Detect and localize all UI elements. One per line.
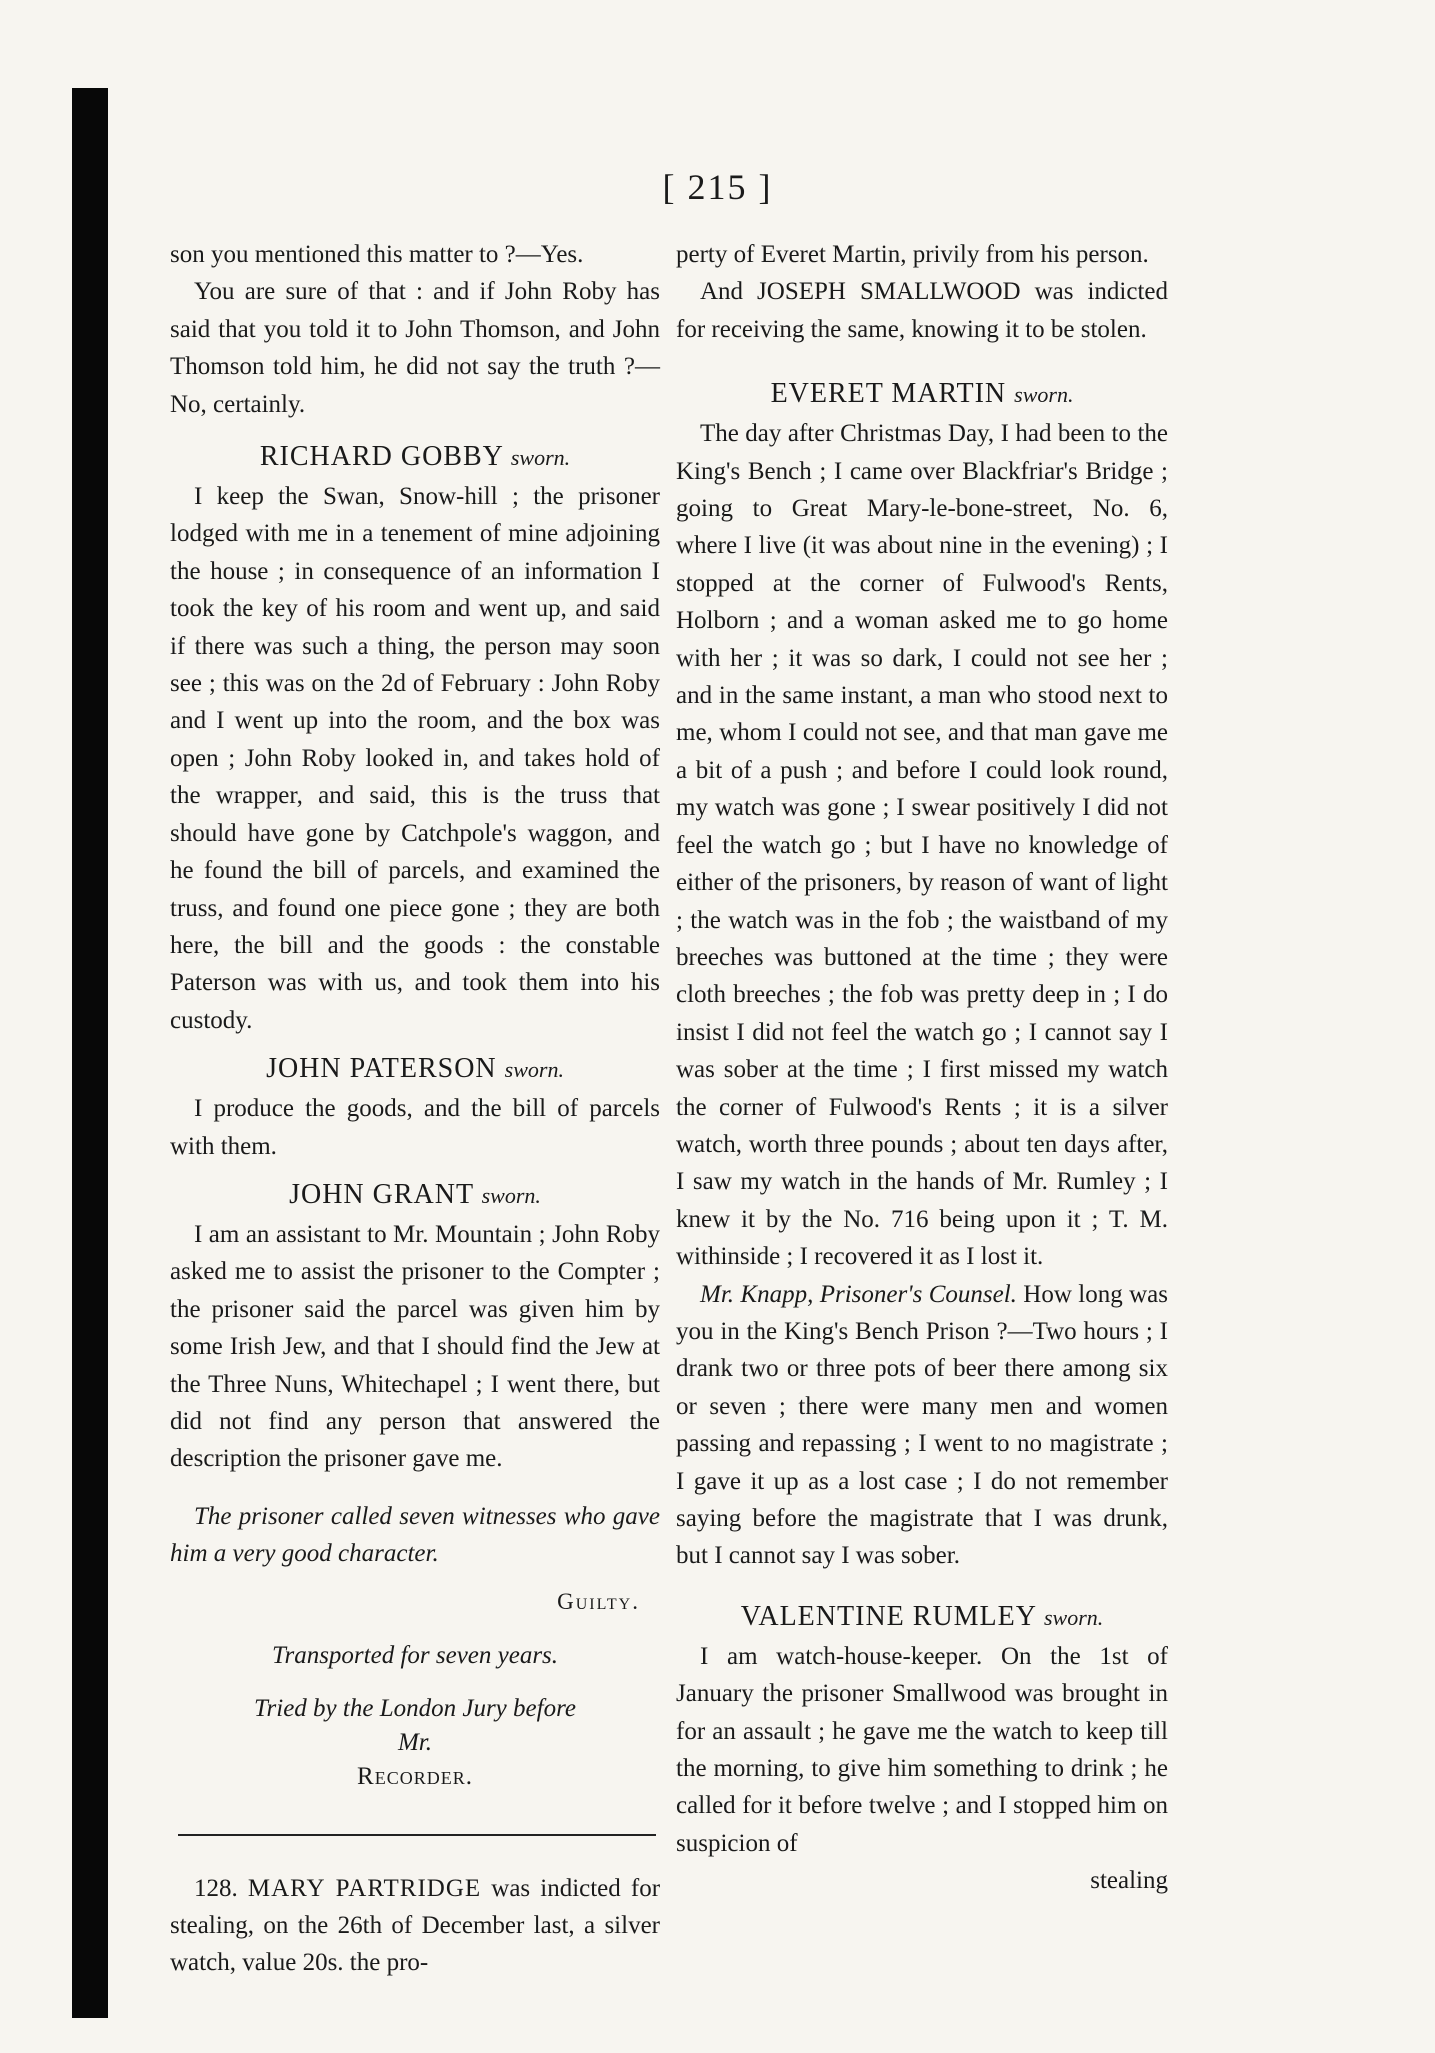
witness-heading [170, 437, 660, 478]
binding-shadow [72, 88, 108, 2018]
testimony: I am an assistant to Mr. Mountain ; John Roby asked me to assist the prisoner to the Compter ; the prisoner said the parcel was given him by some Irish Jew, and that I should find the Jew at the Three Nuns, Whitechapel ; I went there, but did not find any person that answered the description the prisoner gave me. [170, 1220, 660, 1473]
witness-heading [170, 1175, 660, 1216]
tried-by-line: Tried by the London Jury before [254, 1694, 576, 1722]
sworn-label: sworn. [510, 445, 571, 471]
indictment-text: was indicted for stealing, on the 26th of December last, a silver watch, value 20s. the pro- [170, 1874, 661, 1977]
tried-by-recorder: Recorder. [357, 1762, 473, 1790]
witness-name: RICHARD GOBBY [259, 441, 503, 473]
testimony: The day after Christmas Day, I had been to the King's Bench ; I came over Blackfriar's Bridge ; going to Great Mary-le-bone-street, No. 6, where I live (it was about nine in the evening) ; I stopped at the corner of Fulwood's Rents, Holborn ; and a woman asked me to go home with her ; it was so dark, I could not see her ; and in the same instant, a man who stood next to me, whom I could not see, and that man gave me a bit of a push ; and before I could look round, my watch was gone ; I swear positively I did not feel the watch go ; but I have no knowledge of either of the prisoners, by reason of want of light ; the watch was in the fob ; the waistband of my breeches was buttoned at the time ; they were cloth breeches ; the fob was pretty deep in ; I do insist I did not feel the watch go ; I cannot say I was sober at the time ; I first missed my watch the corner of Fulwood's Rents ; it is a silver watch, worth three pounds ; about ten days after, I saw my watch in the hands of Mr. Rumley ; I knew it by the No. 716 being upon it ; T. M. withinside ; I recovered it as I lost it. [676, 420, 1168, 1271]
left-column [170, 236, 660, 1982]
testimony: I keep the Swan, Snow-hill ; the prisoner lodged with me in a tenement of mine adjoining the house ; in consequence of an information I took the key of his room and went up, and said if there was such a thing, the person may soon see ; this was on the 2d of February : John Roby and I went up into the room, and the box was open ; John Roby looked in, and takes hold of the wrapper, and said, this is the truss that should have gone by Catchpole's waggon, and he found the bill of parcels, and examined the truss, and found one piece gone ; they are both here, the bill and the goods : the constable Paterson was with us, and took them into his custody. [170, 483, 660, 1034]
witness-name: VALENTINE RUMLEY [740, 1600, 1036, 1632]
sworn-label: sworn. [481, 1182, 541, 1208]
paragraph: And JOSEPH SMALLWOOD was indicted for receiving the same, knowing it to be stolen. [676, 278, 1168, 343]
case-number: 128. [194, 1874, 238, 1902]
witness-heading [676, 1597, 1168, 1638]
sentence: Transported for seven years. [271, 1641, 559, 1669]
witness-name: EVERET MARTIN [770, 378, 1007, 410]
counsel-label: Mr. Knapp, Prisoner's Counsel. [700, 1280, 1017, 1308]
paragraph: son you mentioned this matter to ?—Yes. [170, 241, 584, 268]
tried-by-note [170, 1692, 660, 1794]
case-indictment [170, 1870, 660, 1982]
spacer [170, 1478, 660, 1498]
cross-examination [676, 1276, 1168, 1575]
witness-heading [676, 374, 1168, 415]
character-witnesses-note: The prisoner called seven witnesses who gave him a very good character. [170, 1502, 660, 1568]
page-number: [ 215 ] [662, 167, 773, 207]
witness-heading [170, 1049, 660, 1090]
tried-by-mr: Mr. [397, 1728, 433, 1756]
cross-examination-text: How long was you in the King's Bench Prison ?—Two hours ; I drank two or three pots of beer there among six or seven ; there were many men and women passing and repassing ; I went to no magistrate ; I gave it up as a lost case ; I do not remember saying before the magistrate that I was drunk, but I cannot say I was sober. [676, 1280, 1169, 1570]
witness-name: JOHN GRANT [289, 1178, 474, 1210]
catchword: stealing [1090, 1867, 1168, 1895]
testimony: I am watch-house-keeper. On the 1st of January the prisoner Smallwood was brought in for an assault ; he gave me the watch to keep till the morning, to give him something to drink ; he called for it before twelve ; and I stopped him on suspicion of [676, 1642, 1168, 1857]
sworn-label: sworn. [1043, 1604, 1104, 1630]
paragraph: You are sure of that : and if John Roby has said that you told it to John Thomson, and John Thomson told him, he did not say the truth ?—No, certainly. [170, 278, 660, 418]
section-divider [178, 1834, 656, 1836]
sworn-label: sworn. [504, 1057, 564, 1083]
defendant-name: MARY PARTRIDGE [247, 1874, 482, 1902]
sworn-label: sworn. [1014, 382, 1074, 408]
paragraph: perty of Everet Martin, privily from his person. [676, 241, 1149, 268]
testimony: I produce the goods, and the bill of parcels with them. [170, 1095, 660, 1160]
verdict: Guilty. [557, 1588, 640, 1614]
right-column [676, 236, 1168, 1900]
witness-name: JOHN PATERSON [266, 1053, 497, 1085]
